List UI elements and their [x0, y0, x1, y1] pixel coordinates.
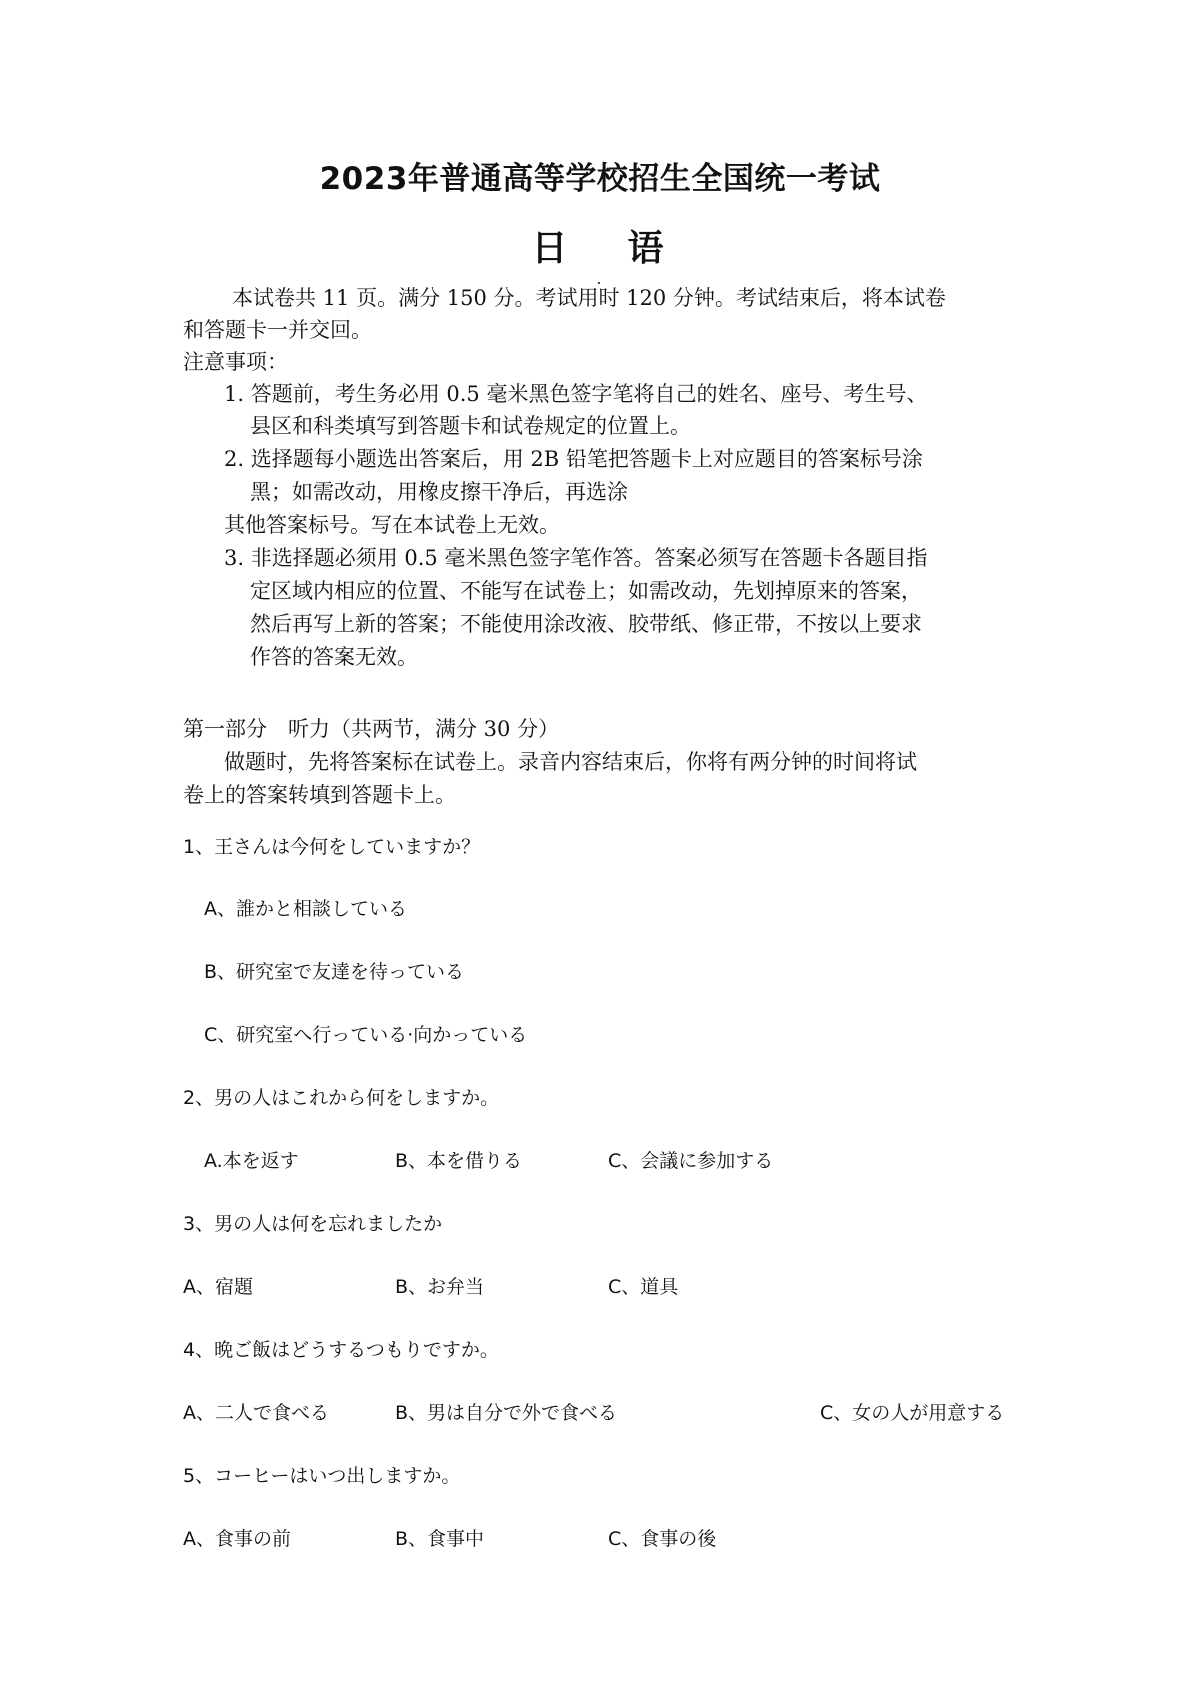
notice-heading: 注意事项：: [183, 350, 288, 374]
notice-item-2-line-3: 其他答案标号。写在本试卷上无效。: [224, 513, 560, 537]
notice-item-3-line-3: 然后再写上新的答案；不能使用涂改液、胶带纸、修正带，不按以上要求: [250, 612, 922, 636]
question-4-option-c: C、女の人が用意する: [820, 1402, 1005, 1424]
notice-item-3-line-1: 3. 非选择题必须用 0.5 毫米黑色签字笔作答。答案必须写在答题卡各题目指: [224, 546, 928, 570]
intro-line-2: 和答题卡一并交回。: [183, 318, 372, 342]
question-5-option-b: B、食事中: [395, 1528, 485, 1550]
notice-item-2-line-1: 2. 选择题每小题选出答案后，用 2B 铅笔把答题卡上对应题目的答案标号涂: [224, 447, 923, 471]
question-3-option-b: B、お弁当: [395, 1276, 485, 1298]
question-2-stem: 2、男の人はこれから何をしますか。: [183, 1087, 500, 1109]
intro-line-1: 本试卷共 11 页。满分 150 分。考试用时 120 分钟。考试结束后，将本试卷: [232, 286, 946, 310]
question-5-option-a: A、食事の前: [183, 1528, 291, 1550]
question-1-option-a: A、誰かと相談している: [204, 898, 407, 920]
question-1-option-b: B、研究室で友達を待っている: [204, 961, 465, 983]
question-5-stem: 5、コーヒーはいつ出しますか。: [183, 1465, 461, 1487]
part1-heading: 第一部分 听力（共两节，满分 30 分）: [183, 717, 560, 741]
notice-item-3-line-4: 作答的答案无效。: [250, 645, 418, 669]
part1-desc-line-2: 卷上的答案转填到答题卡上。: [183, 783, 456, 807]
exam-title: 2023年普通高等学校招生全国统一考试: [319, 161, 881, 197]
part1-desc-line-1: 做题时，先将答案标在试卷上。录音内容结束后，你将有两分钟的时间将试: [224, 750, 917, 774]
question-5-option-c: C、食事の後: [608, 1528, 717, 1550]
question-3-option-a: A、宿題: [183, 1276, 253, 1298]
subject-title: 日语: [531, 228, 724, 269]
notice-item-3-line-2: 定区域内相应的位置、不能写在试卷上；如需改动，先划掉原来的答案，: [250, 579, 922, 603]
question-4-option-a: A、二人で食べる: [183, 1402, 329, 1424]
question-2-option-b: B、本を借りる: [395, 1150, 523, 1172]
question-4-stem: 4、晩ご飯はどうするつもりですか。: [183, 1339, 499, 1361]
question-3-stem: 3、男の人は何を忘れましたか: [183, 1213, 443, 1235]
question-4-option-b: B、男は自分で外で食べる: [395, 1402, 618, 1424]
notice-item-2-line-2: 黑；如需改动，用橡皮擦干净后，再选涂: [250, 480, 628, 504]
question-3-option-c: C、道具: [608, 1276, 679, 1298]
notice-item-1-line-1: 1. 答题前，考生务必用 0.5 毫米黑色签字笔将自己的姓名、座号、考生号、: [224, 382, 928, 406]
question-1-option-c: C、研究室へ行っている·向かっている: [204, 1024, 528, 1046]
question-1-stem: 1、王さんは今何をしていますか？: [183, 836, 481, 858]
notice-item-1-line-2: 县区和科类填写到答题卡和试卷规定的位置上。: [250, 414, 691, 438]
question-2-option-a: A.本を返す: [204, 1150, 299, 1172]
question-2-option-c: C、会議に参加する: [608, 1150, 774, 1172]
